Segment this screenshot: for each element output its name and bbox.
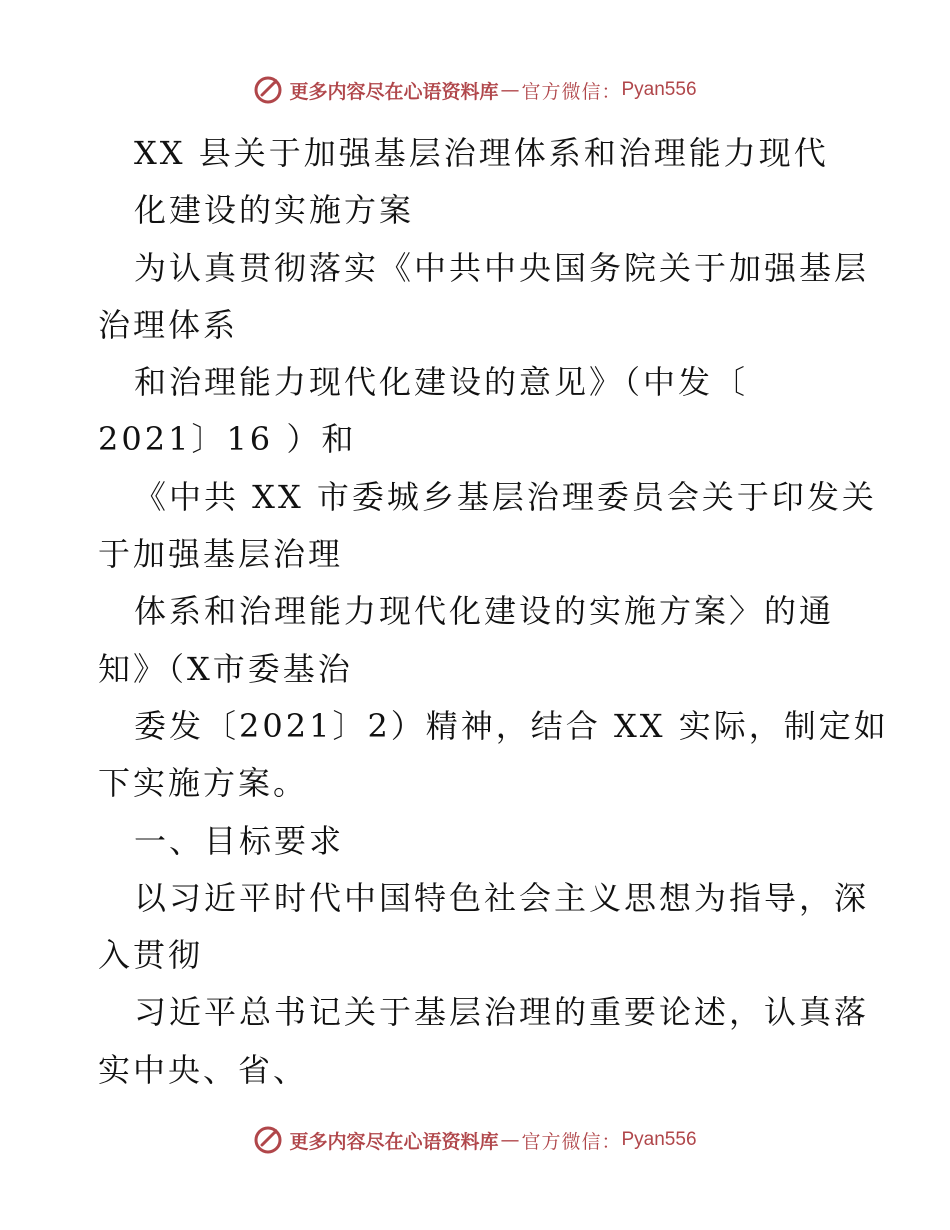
doc-title-line-1: XX 县关于加强基层治理体系和治理能力现代 (134, 134, 829, 172)
doc-line: 2021〕16 ）和 (98, 420, 357, 459)
logo-icon (253, 75, 283, 105)
doc-line: 习近平总书记关于基层治理的重要论述，认真落 (134, 993, 870, 1032)
logo-icon (253, 1125, 283, 1155)
doc-line: 《中共 XX 市委城乡基层治理委员会关于印发关 (134, 477, 877, 516)
document-body (98, 125, 889, 1099)
banner-text: 更多内容尽在心语资料库 (289, 80, 499, 103)
doc-title-line-2: 化建设的实施方案 (134, 191, 415, 230)
footer-watermark-banner (0, 1120, 950, 1160)
doc-line: 实中央、省、 (98, 1050, 309, 1089)
doc-line: 委发〔2021〕2）精神，结合 XX 实际，制定如 (134, 706, 889, 745)
doc-line: 和治理能力现代化建设的意见》（中发〔 (134, 363, 749, 402)
banner-official-label: 官方微信： (521, 80, 622, 103)
banner-wechat-id: Pyan556 (621, 79, 697, 100)
banner-text: 更多内容尽在心语资料库 (289, 1130, 499, 1153)
doc-line: 下实施方案。 (98, 764, 309, 803)
doc-line: 体系和治理能力现代化建设的实施方案〉的通 (134, 592, 835, 631)
doc-line: 入贯彻 (98, 936, 204, 975)
doc-line: 于加强基层治理 (98, 535, 344, 574)
banner-dash: — (500, 1129, 520, 1151)
banner-dash: — (500, 79, 520, 101)
banner-wechat-id: Pyan556 (621, 1129, 697, 1150)
banner-official-label: 官方微信： (521, 1130, 622, 1153)
header-watermark-banner (0, 70, 950, 110)
doc-line: 知》（X市委基治 (98, 649, 353, 688)
doc-line: 为认真贯彻落实《中共中央国务院关于加强基层 (134, 248, 870, 287)
doc-line: 以习近平时代中国特色社会主义思想为指导，深 (134, 878, 870, 917)
doc-line: 治理体系 (98, 305, 239, 344)
section-heading: 一、目标要求 (134, 821, 345, 860)
